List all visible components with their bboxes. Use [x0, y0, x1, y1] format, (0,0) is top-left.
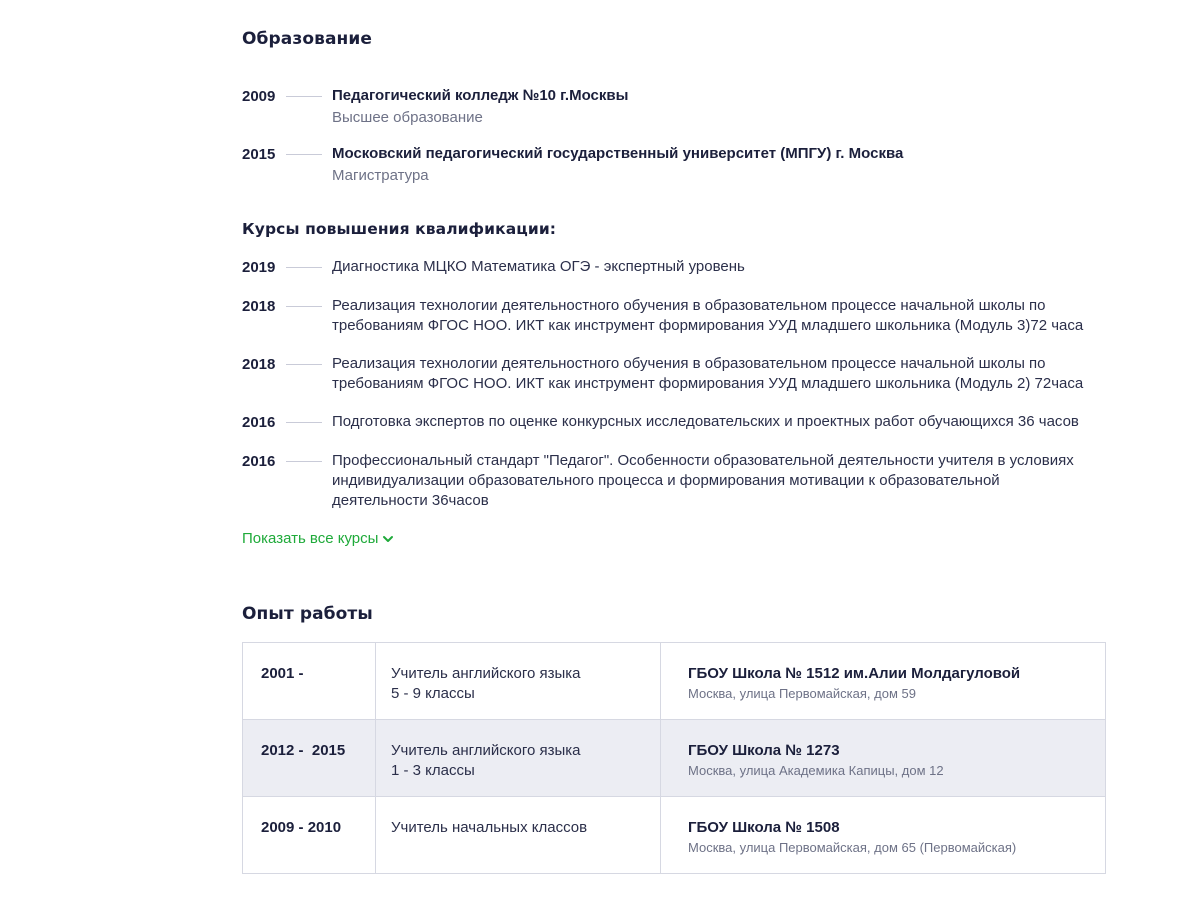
work-period: 2009 - 2010 — [261, 819, 342, 836]
work-school: ГБОУ Школа № 1512 им.Алии Молдагуловой — [688, 665, 1021, 682]
education-institution: Педагогический колледж №10 г.Москвы — [332, 87, 629, 104]
timeline-dash — [286, 96, 322, 97]
timeline-dash — [286, 364, 322, 365]
work-address: Москва, улица Академика Капицы, дом 12 — [688, 763, 944, 778]
work-position: Учитель английского языка — [391, 742, 581, 759]
work-experience-title: Опыт работы — [242, 604, 373, 624]
education-year: 2015 — [242, 146, 276, 163]
course-year: 2016 — [242, 414, 276, 431]
course-text: Подготовка экспертов по оценке конкурсных исследовательских и проектных работ обучающихся 36 часов — [332, 413, 1079, 430]
work-address: Москва, улица Первомайская, дом 65 (Первомайская) — [688, 840, 1017, 855]
education-title: Образование — [242, 29, 373, 49]
education-degree: Высшее образование — [332, 109, 483, 126]
course-text: Диагностика МЦКО Математика ОГЭ - экспертный уровень — [332, 258, 745, 275]
course-text: Реализация технологии деятельностного обучения в образовательном процессе начальной школы по требованиям ФГОС НОО. ИКТ как инструмент формирования УУД младшего школьника (Модуль 2) 72часа — [332, 355, 1084, 392]
chevron-down-icon — [382, 533, 394, 545]
course-text: Профессиональный стандарт "Педагог". Особенности образовательной деятельности учителя в условиях индивидуализации образовательного процесса и формирования мотивации к образовательной деятельности 36часов — [332, 452, 1074, 509]
work-period: 2012 - 2015 — [261, 742, 346, 759]
timeline-dash — [286, 154, 322, 155]
education-degree: Магистратура — [332, 167, 429, 184]
work-position: Учитель английского языка — [391, 665, 581, 682]
course-year: 2018 — [242, 298, 276, 315]
courses-title: Курсы повышения квалификации: — [242, 220, 557, 238]
education-institution: Московский педагогический государственный университет (МПГУ) г. Москва — [332, 145, 904, 162]
course-year: 2018 — [242, 356, 276, 373]
table-row — [243, 720, 1105, 797]
work-position: Учитель начальных классов — [391, 819, 588, 836]
course-year: 2019 — [242, 259, 276, 276]
work-grades: 1 - 3 классы — [391, 762, 475, 779]
timeline-dash — [286, 461, 322, 462]
work-period: 2001 - — [261, 665, 304, 682]
work-school: ГБОУ Школа № 1273 — [688, 742, 840, 759]
table-row — [243, 797, 1105, 873]
show-all-courses-link[interactable] — [242, 529, 394, 549]
work-school: ГБОУ Школа № 1508 — [688, 819, 840, 836]
timeline-dash — [286, 267, 322, 268]
course-text: Реализация технологии деятельностного обучения в образовательном процессе начальной школы по требованиям ФГОС НОО. ИКТ как инструмент формирования УУД младшего школьника (Модуль 3)72 часа — [332, 297, 1084, 334]
show-all-courses-label: Показать все курсы — [242, 530, 379, 547]
work-address: Москва, улица Первомайская, дом 59 — [688, 686, 916, 701]
timeline-dash — [286, 422, 322, 423]
table-row — [243, 643, 1105, 720]
work-experience-table — [242, 642, 1106, 874]
timeline-dash — [286, 306, 322, 307]
work-grades: 5 - 9 классы — [391, 685, 475, 702]
course-year: 2016 — [242, 453, 276, 470]
education-year: 2009 — [242, 88, 276, 105]
